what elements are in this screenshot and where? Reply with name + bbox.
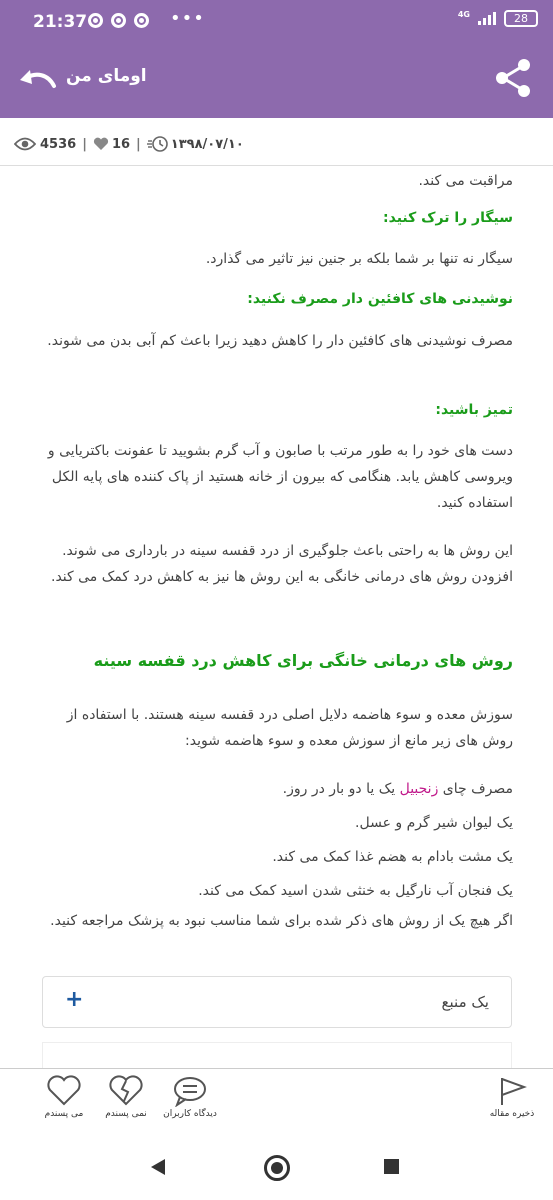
nav-recents-icon[interactable] (384, 1159, 399, 1174)
sources-label: یک منبع (441, 993, 489, 1011)
signal-icon (478, 12, 496, 25)
meta-separator: | (136, 136, 141, 152)
content-box (42, 1042, 512, 1068)
chrome-icon (134, 13, 149, 28)
clock-icon (147, 135, 169, 153)
dislike-tab-label: نمی پسندم (105, 1109, 147, 1119)
section-heading-caffeine: نوشیدنی های کافئین دار مصرف نکنید: (247, 291, 513, 307)
bottom-action-bar (0, 1068, 553, 1134)
nav-home-icon[interactable] (264, 1155, 290, 1181)
heart-icon (93, 137, 109, 152)
article-paragraph: سیگار نه تنها بر شما بلکه بر جنین نیز تاثیر می گذارد. (205, 251, 513, 267)
article-paragraph: مراقبت می کند. (418, 173, 513, 189)
app-title: اومای من (66, 66, 147, 86)
view-count: 4536 (40, 136, 77, 152)
list-item-text: مصرف چای (438, 781, 513, 797)
eye-icon (14, 137, 36, 152)
battery-level: 28 (514, 12, 528, 25)
article-paragraph: اگر هیچ یک از روش های ذکر شده برای شما مناسب نبود به پزشک مراجعه کنید. (50, 913, 513, 929)
chrome-icon (111, 13, 126, 28)
list-item-text: یک یا دو بار در روز. (282, 781, 400, 797)
comments-tab-label: دیدگاه کاربران (163, 1109, 217, 1119)
broken-heart-icon (108, 1075, 144, 1107)
comments-tab[interactable] (160, 1075, 220, 1119)
list-item (41, 776, 513, 802)
list-item: یک مشت بادام به هضم غذا کمک می کند. (272, 849, 513, 865)
section-heading-clean: تمیز باشید: (435, 402, 513, 418)
sources-accordion[interactable] (42, 976, 512, 1028)
dislike-tab[interactable] (100, 1075, 152, 1119)
nav-back-icon[interactable] (151, 1159, 165, 1175)
ginger-link[interactable]: زنجبیل (399, 781, 439, 797)
meta-row (14, 135, 244, 153)
save-tab-label: ذخیره مقاله (489, 1109, 535, 1119)
network-type: 4G (457, 10, 470, 19)
status-bar (0, 0, 553, 40)
chrome-icon (88, 13, 103, 28)
article-body (0, 166, 553, 1068)
like-tab-label: می پسندم (44, 1109, 84, 1119)
like-count: 16 (111, 136, 131, 152)
list-item: یک فنجان آب نارگیل به خنثی شدن اسید کمک می کند. (198, 883, 513, 899)
article-meta-bar (0, 118, 553, 166)
article-paragraph: این روش ها به راحتی باعث جلوگیری از درد قفسه سینه در بارداری می شوند. افزودن روش های درمانی خانگی به این روش ها نیز به کاهش درد کمک می کند. (51, 543, 513, 585)
status-time: 21:37 (33, 12, 88, 32)
share-icon[interactable] (493, 57, 533, 103)
system-nav-bar (0, 1134, 553, 1200)
article-paragraph: سوزش معده و سوء هاضمه دلایل اصلی درد قفسه سینه هستند. با استفاده از روش های زیر مانع از سوزش معده و سوء هاضمه شوید: (66, 707, 513, 749)
expand-plus-icon[interactable]: + (65, 987, 84, 1012)
like-tab[interactable] (36, 1075, 92, 1119)
publish-date: ۱۳۹۸/۰۷/۱۰ (170, 136, 244, 152)
heart-outline-icon (46, 1075, 82, 1107)
article-paragraph: دست های خود را به طور مرتب با صابون و آب گرم بشویید تا عفونت باکتریایی و ویروسی کاهش یابد. هنگامی که بیرون از خانه هستید از پاک کننده های پایه الکل استفاده کنید. (47, 443, 513, 511)
meta-separator: | (82, 136, 87, 152)
flag-icon (494, 1075, 530, 1107)
battery-icon (504, 10, 538, 27)
more-notifications-icon: ••• (170, 8, 205, 29)
save-tab[interactable] (482, 1075, 542, 1119)
section-heading-home-remedies: روش های درمانی خانگی برای کاهش درد قفسه سینه (93, 651, 513, 670)
comment-bubble-icon (172, 1075, 208, 1107)
article-paragraph: مصرف نوشیدنی های کافئین دار را کاهش دهید زیرا باعث کم آبی بدن می شوند. (47, 333, 513, 349)
app-header (0, 40, 553, 118)
back-arrow-icon[interactable] (18, 66, 58, 94)
list-item: یک لیوان شیر گرم و عسل. (355, 815, 513, 831)
status-app-icons (88, 13, 149, 28)
section-heading-smoking: سیگار را ترک کنید: (383, 210, 513, 226)
status-right (458, 10, 538, 27)
